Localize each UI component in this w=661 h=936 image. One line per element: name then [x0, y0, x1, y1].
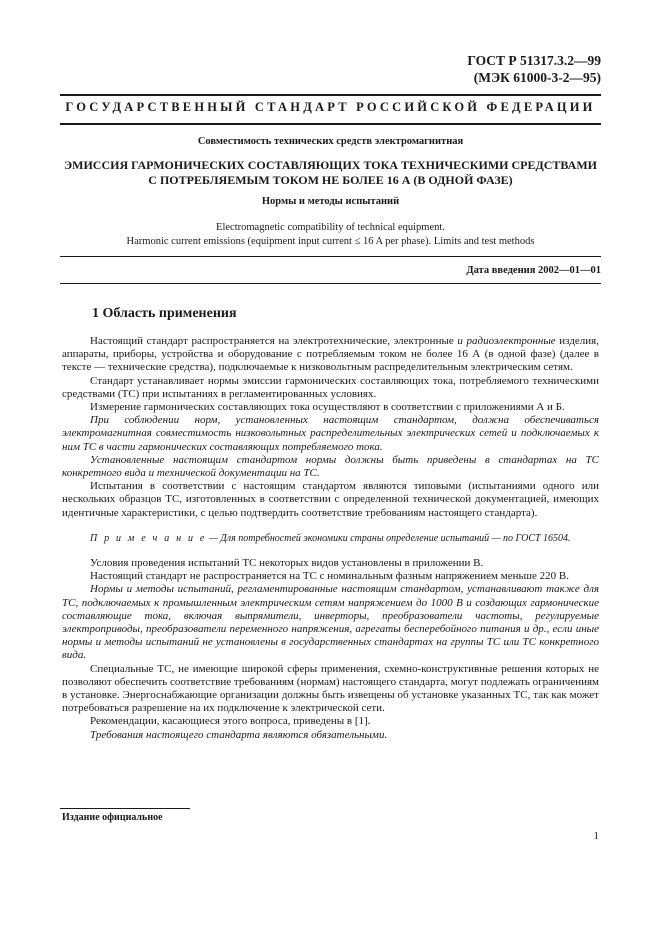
paragraph: Испытания в соответствии с настоящим стандартом являются типовыми (испытаниями одного или нескольких образцов ТС, изготовленных в соответствии с определенной технической документацией, имеющих идентичные характеристики, с целью подтвердить соответствие требованиям настоящего стандарта).: [62, 480, 599, 519]
title-line-1: ЭМИССИЯ ГАРМОНИЧЕСКИХ СОСТАВЛЯЮЩИХ ТОКА ТЕХНИЧЕСКИМИ СРЕДСТВАМИ: [63, 158, 598, 172]
footer-divider: [60, 808, 190, 809]
header-divider: [60, 123, 601, 125]
english-title-line-1: Electromagnetic compatibility of technical equipment.: [216, 222, 445, 233]
paragraph: Установленные настоящим стандартом нормы должны быть приведены в стандартах на ТС конкретного вида и технической документации на ТС.: [62, 453, 599, 480]
paragraph: Настоящий стандарт не распространяется на ТС с номинальным фазным напряжением меньше 220 В.: [90, 570, 569, 583]
section-body: [62, 323, 599, 742]
standard-series: Совместимость технических средств электромагнитная: [197, 136, 464, 147]
section-heading: 1 Область применения: [92, 306, 237, 321]
paragraph: Настоящий стандарт распространяется на электротехнические, электронные и радиоэлектронные изделия, аппараты, приборы, устройства и оборудование с потребляемым током не более 16 А (в одной фазе) (далее в тексте — технические средства), подключаемые к низковольтным распределительным электрическим сетям.: [62, 335, 599, 374]
top-divider: [60, 94, 601, 96]
page-number: 1: [593, 830, 599, 842]
note-text: — Для потребностей экономики страны определение испытаний — по ГОСТ 16504.: [206, 532, 571, 544]
paragraph: Измерение гармонических составляющих тока осуществляют в соответствии с приложениями А и Б.: [90, 401, 565, 414]
title-divider: [60, 256, 601, 257]
state-standard-header: ГОСУДАРСТВЕННЫЙ СТАНДАРТ РОССИЙСКОЙ ФЕДЕРАЦИИ: [65, 100, 596, 114]
paragraph: При соблюдении норм, установленных настоящим стандартом, должна обеспечиваться электромагнитная совместимость низковольтных распределительных электрических сетей и подключаемых к ним ТС в части гармонических составляющих потребляемого тока.: [62, 414, 599, 453]
english-title-line-2: Harmonic current emissions (equipment input current ≤ 16 A per phase). Limits and test methods: [126, 236, 535, 247]
official-edition: Издание официальное: [62, 812, 163, 823]
paragraph: Условия проведения испытаний ТС некоторых видов установлены в приложении В.: [90, 557, 484, 570]
note: [62, 532, 599, 545]
english-title: [60, 221, 601, 249]
introduction-date: Дата введения 2002—01—01: [466, 265, 601, 276]
document-subtitle: Нормы и методы испытаний: [261, 196, 400, 207]
paragraph: Нормы и методы испытаний, регламентированные настоящим стандартом, устанавливают также для ТС, подключаемых к промышленным электрическим сетям напряжением до 1000 В и создающих гармонические составляющие тока, включая выпрямители, инверторы, преобразователи частоты, регулируемые электроприводы, преобразователи переменного напряжения, агрегаты бесперебойного питания и др., если иные нормы и методы испытаний не установлены в государственных стандартах на группы ТС или ТС конкретного вида.: [62, 583, 599, 662]
paragraph: Специальные ТС, не имеющие широкой сферы применения, схемно-конструктивные решения которых не позволяют обеспечить соответствие требованиям (нормам) настоящего стандарта, могут подлежать ограничениям в установке. Энергоснабжающие организации должны быть извещены об установке указанных ТС, так как может потребоваться разрешение на их подключение к электрической сети.: [62, 662, 599, 715]
document-number: [467, 52, 601, 86]
date-divider: [60, 283, 601, 284]
paragraph: Стандарт устанавливает нормы эмиссии гармонических составляющих тока, потребляемого техническими средствами (ТС) при испытаниях в регламентированных условиях.: [62, 374, 599, 400]
paragraph: Требования настоящего стандарта являются обязательными.: [90, 728, 388, 741]
gost-number: ГОСТ Р 51317.3.2—99: [467, 53, 601, 68]
title-line-2: С ПОТРЕБЛЯЕМЫМ ТОКОМ НЕ БОЛЕЕ 16 А (В ОДНОЙ ФАЗЕ): [148, 173, 513, 187]
document-title: [60, 158, 601, 188]
iec-number: (МЭК 61000-3-2—95): [473, 70, 601, 85]
note-label: П р и м е ч а н и е: [90, 532, 207, 544]
paragraph: Рекомендации, касающиеся этого вопроса, приведены в [1].: [90, 715, 371, 728]
